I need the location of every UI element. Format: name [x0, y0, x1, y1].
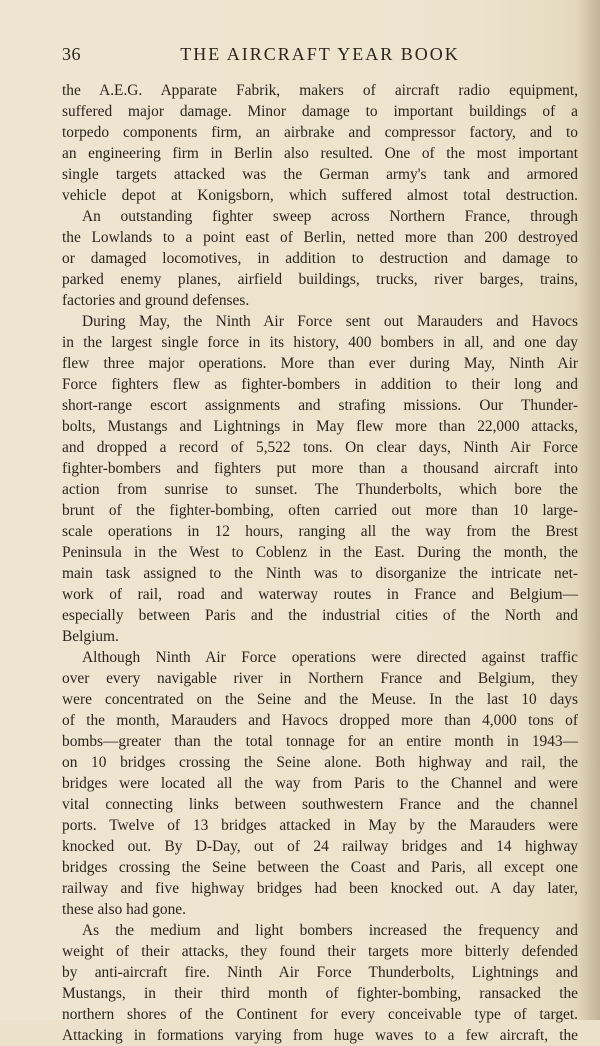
text-line: Attacking in formations varying from huge waves to a few aircraft, the [62, 1027, 578, 1044]
text-line: northern shores of the Continent for every conceivable type of target. [62, 1006, 578, 1023]
text-line: main task assigned to the Ninth was to disorganize the intricate net- [62, 565, 578, 582]
text-line: suffered major damage. Minor damage to important buildings of a [62, 103, 578, 120]
text-line: bridges were located all the way from Paris to the Channel and were [62, 775, 578, 792]
text-line: ports. Twelve of 13 bridges attacked in May by the Marauders were [62, 817, 578, 834]
text-line: vital connecting links between southwestern France and the channel [62, 796, 578, 813]
text-line: Although Ninth Air Force operations were directed against traffic [82, 649, 578, 666]
text-line: especially between Paris and the industrial cities of the North and [62, 607, 578, 624]
text-line: During May, the Ninth Air Force sent out Marauders and Havocs [82, 313, 578, 330]
text-line: an engineering firm in Berlin also resulted. One of the most important [62, 145, 578, 162]
text-line: Mustangs, in their third month of fighter-bombing, ransacked the [62, 985, 578, 1002]
text-line: fighter-bombers and fighters put more than a thousand aircraft into [62, 460, 578, 477]
paragraph [62, 311, 578, 647]
paragraph [62, 206, 578, 311]
text-line: the Lowlands to a point east of Berlin, netted more than 200 destroyed [62, 229, 578, 246]
text-line: or damaged locomotives, in addition to destruction and damage to [62, 250, 578, 267]
text-line: the A.E.G. Apparate Fabrik, makers of aircraft radio equipment, [62, 82, 578, 99]
text-line: work of rail, road and waterway routes in France and Belgium— [62, 586, 578, 603]
page-header [62, 44, 578, 66]
spine-shadow [578, 0, 600, 1020]
text-line: bridges crossing the Seine between the Coast and Paris, all except one [62, 859, 578, 876]
text-line: these also had gone. [62, 901, 186, 918]
text-line: vehicle depot at Konigsborn, which suffered almost total destruction. [62, 187, 578, 204]
text-line: parked enemy planes, airfield buildings, trucks, river barges, trains, [62, 271, 578, 288]
text-line: Force fighters flew as fighter-bombers in addition to their long and [62, 376, 578, 393]
text-line: railway and five highway bridges had been knocked out. A day later, [62, 880, 578, 897]
paragraph [62, 80, 578, 206]
text-line: An outstanding fighter sweep across Northern France, through [82, 208, 578, 225]
text-line: in the largest single force in its history, 400 bombers in all, and one day [62, 334, 578, 351]
text-line: flew three major operations. More than ever during May, Ninth Air [62, 355, 578, 372]
text-line: Peninsula in the West to Coblenz in the East. During the month, the [62, 544, 578, 561]
text-line: factories and ground defenses. [62, 292, 250, 309]
text-line: short-range escort assignments and strafing missions. Our Thunder- [62, 397, 578, 414]
running-title: THE AIRCRAFT YEAR BOOK [180, 44, 460, 64]
body-text [62, 80, 578, 1046]
text-line: by anti-aircraft fire. Ninth Air Force Thunderbolts, Lightnings and [62, 964, 578, 981]
paragraph [62, 920, 578, 1046]
text-line: Belgium. [62, 628, 119, 645]
paragraph [62, 647, 578, 920]
text-line: knocked out. By D-Day, out of 24 railway bridges and 14 highway [62, 838, 578, 855]
text-line: action from sunrise to sunset. The Thunderbolts, which bore the [62, 481, 578, 498]
text-line: were concentrated on the Seine and the Meuse. In the last 10 days [62, 691, 578, 708]
text-line: single targets attacked was the German army's tank and armored [62, 166, 578, 183]
text-line: of the month, Marauders and Havocs dropped more than 4,000 tons of [62, 712, 578, 729]
text-line: on 10 bridges crossing the Seine alone. Both highway and rail, the [62, 754, 578, 771]
text-line: scale operations in 12 hours, ranging all the way from the Brest [62, 523, 578, 540]
text-line: and dropped a record of 5,522 tons. On clear days, Ninth Air Force [62, 439, 578, 456]
page-number: 36 [62, 44, 81, 64]
text-line: brunt of the fighter-bombing, often carried out more than 10 large- [62, 502, 578, 519]
text-line: bolts, Mustangs and Lightnings in May flew more than 22,000 attacks, [62, 418, 578, 435]
text-line: over every navigable river in Northern France and Belgium, they [62, 670, 578, 687]
text-line: torpedo components firm, an airbrake and compressor factory, and to [62, 124, 578, 141]
text-line: bombs—greater than the total tonnage for an entire month in 1943— [62, 733, 578, 750]
text-line: As the medium and light bombers increased the frequency and [82, 922, 578, 939]
text-line: weight of their attacks, they found their targets more bitterly defended [62, 943, 578, 960]
